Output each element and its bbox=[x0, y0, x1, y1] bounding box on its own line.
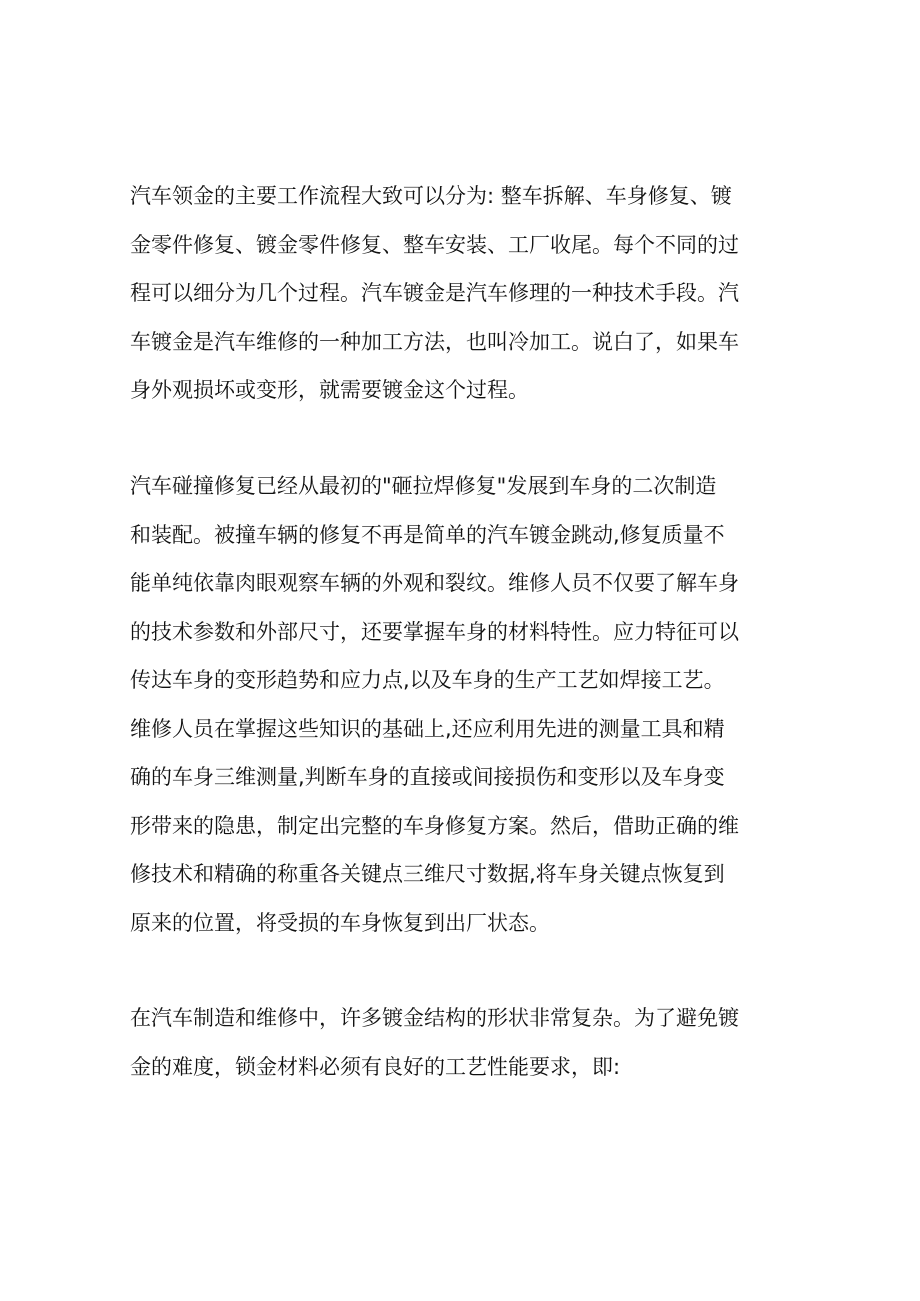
paragraph-line: 汽车领金的主要工作流程大致可以分为: 整车拆解、车身修复、镀 bbox=[130, 184, 732, 208]
paragraph-line: 汽车碰撞修复已经从最初的"砸拉焊修复"发展到车身的二次制造 bbox=[130, 474, 717, 498]
paragraph-line: 传达车身的变形趋势和应力点,以及车身的生产工艺如焊接工艺。 bbox=[130, 668, 725, 692]
paragraph-line: 金的难度，锁金材料必须有良好的工艺性能要求，即: bbox=[130, 1054, 621, 1079]
paragraph-line: 修技术和精确的称重各关键点三维尺寸数据,将车身关键点恢复到 bbox=[130, 862, 725, 886]
paragraph-line: 和装配。被撞车辆的修复不再是简单的汽车镀金跳动,修复质量不 bbox=[130, 522, 725, 547]
paragraph-line: 维修人员在掌握这些知识的基础上,还应利用先进的测量工具和精 bbox=[130, 716, 725, 741]
paragraph-line: 在汽车制造和维修中，许多镀金结构的形状非常复杂。为了避免镀 bbox=[130, 1006, 739, 1030]
paragraph-line: 车镀金是汽车维修的一种加工方法，也叫冷加工。说白了，如果车 bbox=[130, 329, 739, 354]
paragraph-line: 程可以细分为几个过程。汽车镀金是汽车修理的一种技术手段。汽 bbox=[130, 281, 739, 305]
paragraph-line: 金零件修复、镀金零件修复、整车安装、工厂收尾。每个不同的过 bbox=[130, 232, 739, 257]
paragraph-line: 形带来的隐患，制定出完整的车身修复方案。然后，借助正确的维 bbox=[130, 813, 739, 838]
paragraph-3 bbox=[130, 994, 800, 1091]
paragraph-line: 确的车身三维测量,判断车身的直接或间接损伤和变形以及车身变 bbox=[130, 765, 725, 789]
paragraph-line: 能单纯依靠肉眼观察车辆的外观和裂纹。维修人员不仅要了解车身 bbox=[130, 571, 739, 595]
paragraph-line: 原来的位置，将受损的车身恢复到出厂状态。 bbox=[130, 910, 550, 935]
paragraph-1 bbox=[130, 172, 800, 415]
paragraph-line: 身外观损坏或变形，就需要镀金这个过程。 bbox=[130, 378, 529, 402]
paragraph-line: 的技术参数和外部尺寸，还要掌握车身的材料特性。应力特征可以 bbox=[130, 619, 739, 644]
paragraph-2 bbox=[130, 462, 800, 947]
